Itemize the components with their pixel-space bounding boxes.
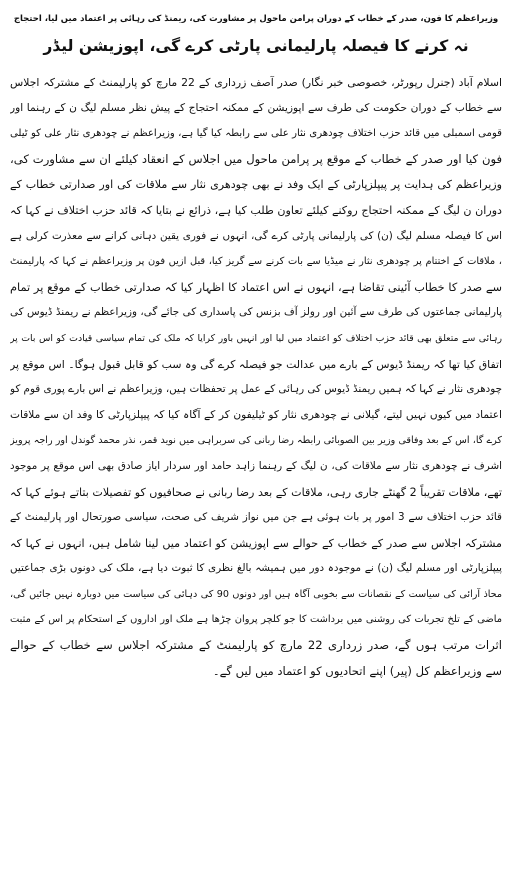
body-line: محاذ آرائی کی سیاست کے نقصانات سے بخوبی آگاہ ہیں اور دونوں 90 کی دہائی کی سیاست میں دوبارہ نہیں جائیں گی،	[10, 588, 502, 600]
body-line: فون کیا اور صدر کے خطاب کے موقع پر پرامن ماحول میں اجلاس کے انعقاد کیلئے ان سے مشاورت کی،	[10, 151, 502, 166]
body-line: اسلام آباد (جنرل رپورٹر، خصوصی خبر نگار) صدر آصف زرداری کے 22 مارچ کو پارلیمنٹ کے مشترکہ اجلاس	[10, 76, 502, 89]
body-line: سے خطاب کے دوران حکومت کی طرف سے اپوزیشن کے ممکنہ احتجاج کے پیش نظر مسلم لیگ ن کے رہنما اور	[10, 101, 502, 114]
body-line: اثرات مرتب ہوں گے، صدر زرداری 22 مارچ کو پارلیمنٹ کے مشترکہ اجلاس سے خطاب کے حوالے	[10, 638, 502, 653]
body-line: مشترکہ اجلاس سے صدر کے خطاب کے حوالے سے اپوزیشن کو اعتماد میں لینا شامل ہیں، انہوں نے کہا کہ	[10, 536, 502, 550]
body-line: پارلیمانی جماعتوں کی طرف سے آئین اور رولز آف بزنس کی پاسداری کی جائے گی، وزیراعظم نے ریمنڈ ڈیوس کی	[10, 306, 502, 319]
body-line: قائد حزب اختلاف سے 3 امور پر بات ہوئی ہے جن میں نواز شریف کی صحت، سیاسی صورتحال اور پارلیمنٹ کے	[10, 511, 502, 524]
body-line: سے وزیراعظم کل (پیر) اپنے اتحادیوں کو اعتماد میں لیں گے۔	[212, 663, 502, 678]
body-line: تھے، ملاقات تقریباً 2 گھنٹے جاری رہی، ملاقات کے بعد رضا ربانی نے صحافیوں کو تفصیلات بتاتے ہوئے کہا کہ	[10, 485, 502, 499]
body-line: اس کا فیصلہ مسلم لیگ (ن) کی پارلیمانی پارٹی کرے گی، انہوں نے فوری یقین دہانی کرانے سے معذرت کرلی ہے	[10, 229, 502, 242]
body-line: ، ملاقات کے اختتام پر چودھری نثار نے میڈیا سے بات کرنے سے گریز کیا، قبل ازیں فون پر وزیراعظم نے کہا کہ پارلیمنٹ	[10, 256, 502, 268]
body-line: سے صدر کا خطاب آئینی تقاضا ہے، انہوں نے اس اعتماد کا اظہار کیا کہ صدارتی خطاب کے موقع پر تمام	[10, 279, 502, 294]
body-line: چودھری نثار نے کہا کہ ہمیں ریمنڈ ڈیوس کی رہائی کے عمل پر تحفظات ہیں، وزیراعظم نے اس بارے پوری قوم کو	[10, 383, 502, 396]
body-line: قومی اسمبلی میں قائد حزب اختلاف چودھری نثار علی سے رابطہ کیا گیا ہے، وزیراعظم نے چودھری نثار علی کو ٹیلی	[10, 128, 502, 140]
body-line: اعتماد میں کیوں نہیں لیتے، گیلانی نے چودھری نثار کو ٹیلیفون کر کے آگاہ کیا کہ پیپلزپارٹی کا وفد ان سے ملاقات	[10, 408, 502, 421]
body-line: ماضی کے تلخ تجربات کی روشنی میں برداشت کا جو کلچر پروان چڑھا ہے ملک اور اداروں کے استحکام پر اس کے مثبت	[10, 614, 502, 626]
headline	[10, 6, 502, 60]
body-line: وزیراعظم کی ہدایت پر پیپلزپارٹی کے ایک وفد نے بھی چودھری نثار سے ملاقات کی اور صدارتی خطاب کے	[10, 178, 502, 192]
body-line: اتفاق کیا تھا کہ ریمنڈ ڈیوس کے بارے میں عدالت جو فیصلہ کرے گی وہ سب کو قابل قبول ہوگا۔ اس موقع پر	[10, 357, 502, 371]
body-line: کرے گا، اس کے بعد وفاقی وزیر بین الصوبائی رابطہ رضا ربانی کی سربراہی میں نوید قمر، نذر محمد گوندل اور راجہ پرویز	[10, 435, 502, 447]
body-line: دوران ن لیگ کے ممکنہ احتجاج روکنے کیلئے تعاون طلب کیا ہے، ذرائع نے بتایا کہ قائد حزب اختلاف نے کہا کہ	[10, 203, 502, 217]
article-body	[10, 70, 502, 684]
body-line: پیپلزپارٹی اور مسلم لیگ (ن) نے موجودہ دور میں ہمیشہ بالغ نظری کا ثبوت دیا ہے، ملک کی دونوں بڑی جماعتیں	[10, 562, 502, 575]
body-line: اشرف نے چودھری نثار سے ملاقات کی، ن لیگ کے رہنما زاہد حامد اور سردار ایاز صادق بھی اس موقع پر موجود	[10, 459, 502, 472]
headline-line-2: نہ کرنے کا فیصلہ پارلیمانی پارٹی کرے گی، اپوزیشن لیڈر	[43, 37, 469, 55]
body-line: رہائی سے متعلق بھی قائد حزب اختلاف کو اعتماد میں لیا اور انہیں باور کرایا کہ ملک کی تمام سیاسی قیادت کو اس بات پر	[10, 332, 502, 344]
headline-line-1: وزیراعظم کا فون، صدر کے خطاب کے دوران پرامن ماحول پر مشاورت کی، ریمنڈ کی رہائی پر اعتماد میں لیا، احتجاج	[13, 14, 499, 24]
